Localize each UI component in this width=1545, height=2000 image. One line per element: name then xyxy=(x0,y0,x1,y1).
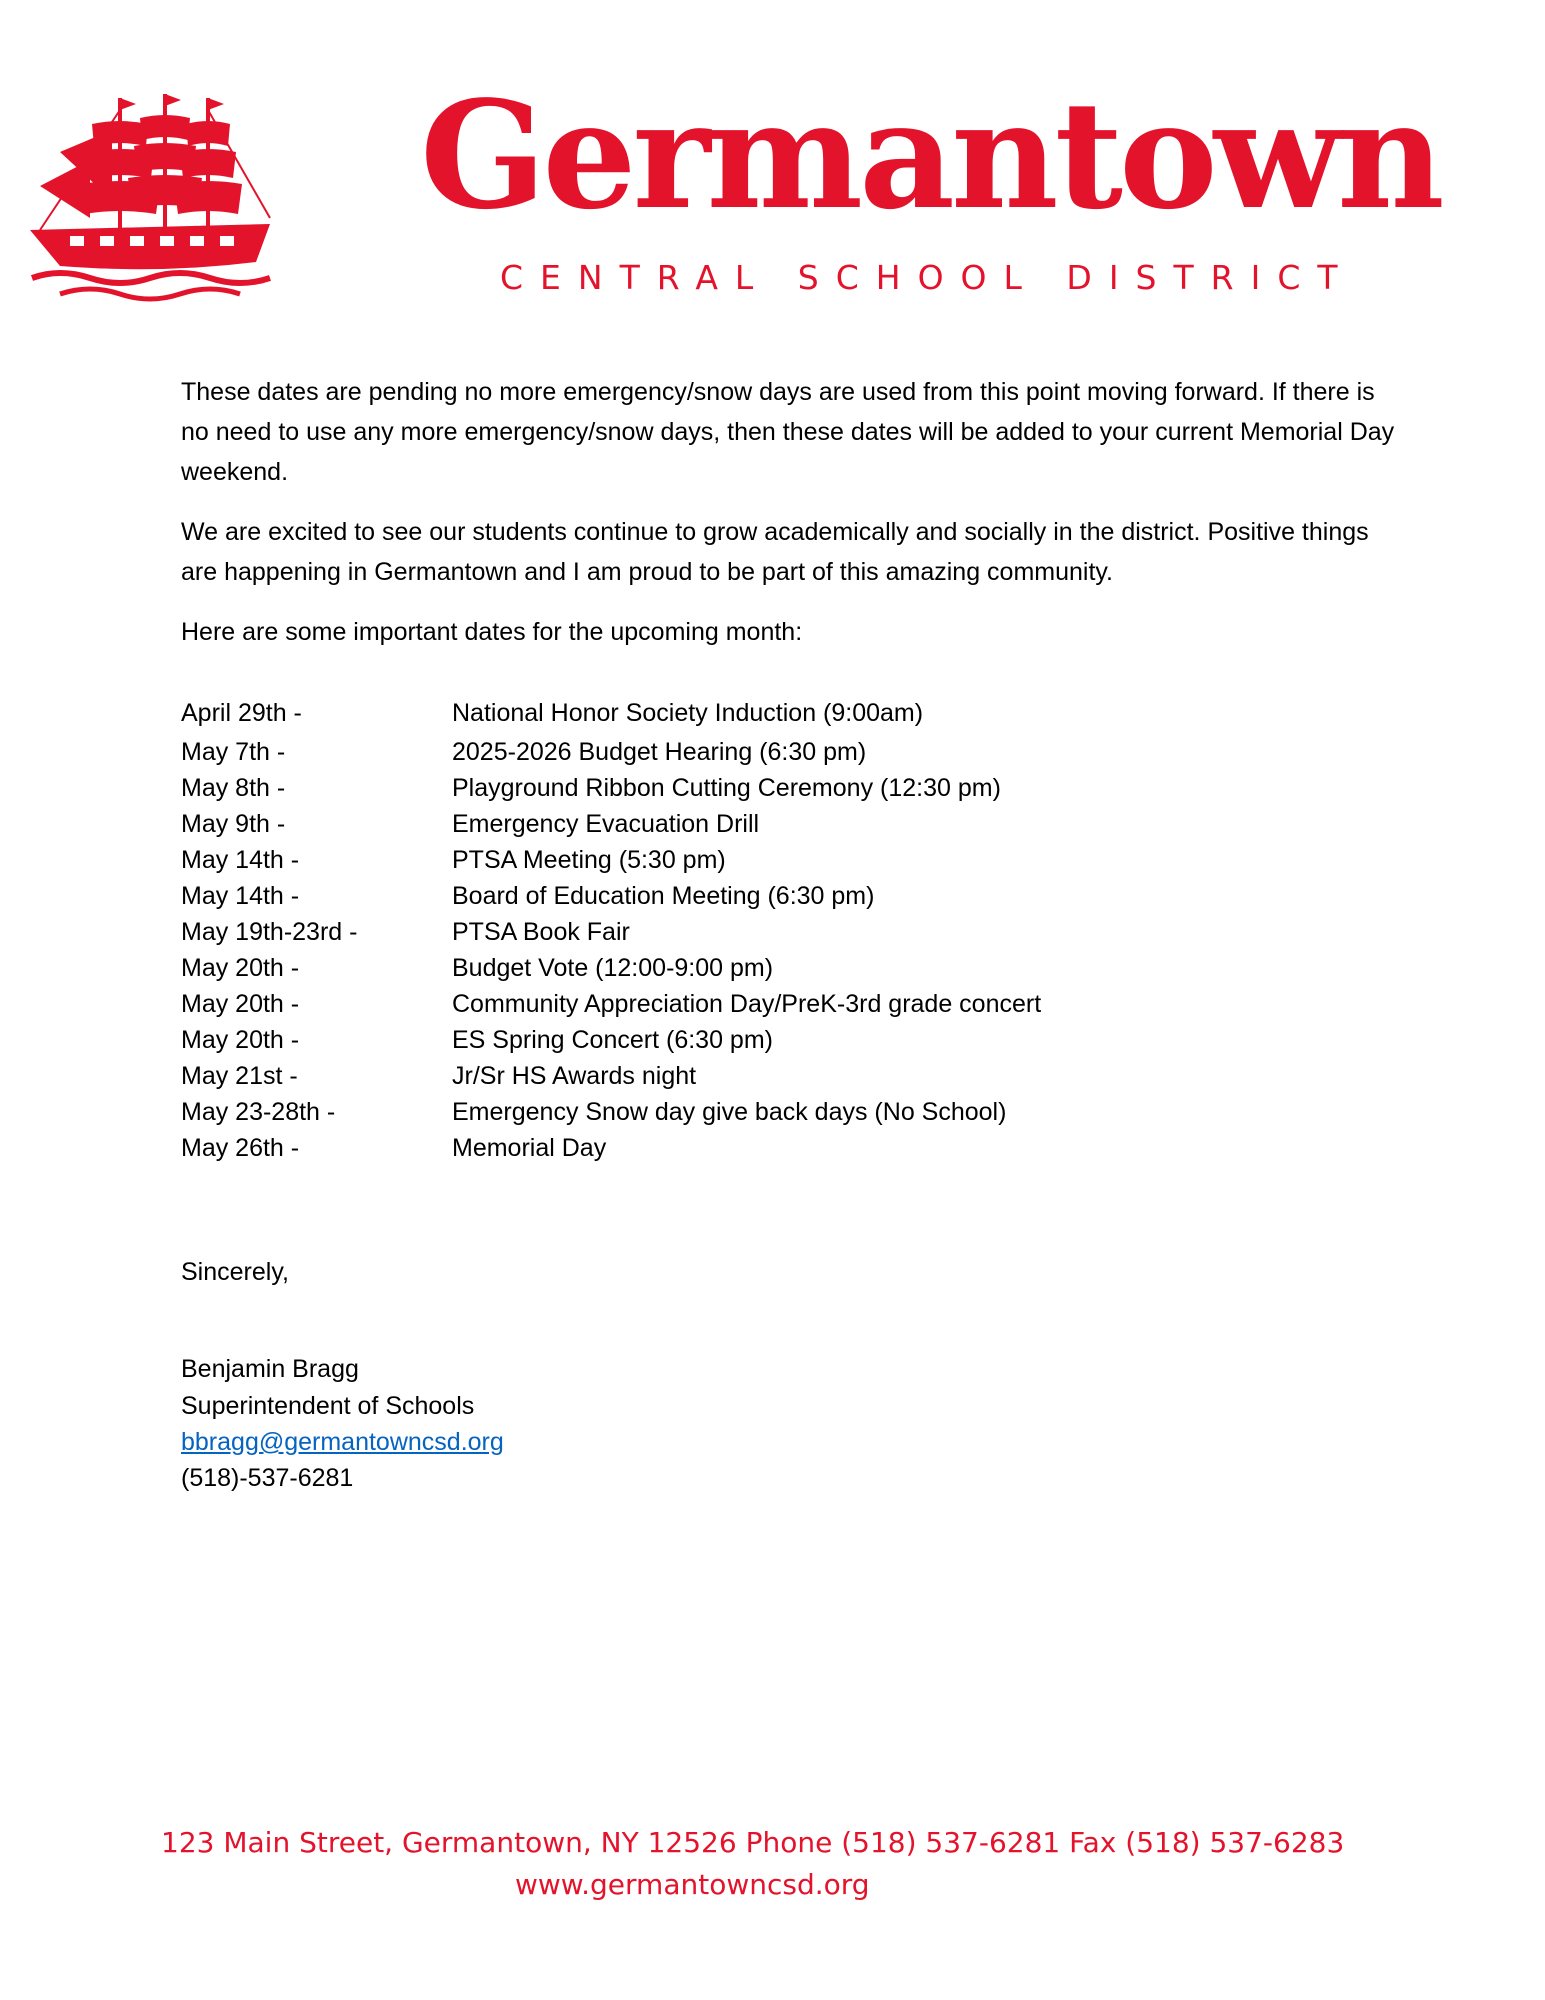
event-row xyxy=(181,1094,1401,1130)
event-row xyxy=(181,734,1401,770)
event-description: Jr/Sr HS Awards night xyxy=(452,1062,697,1090)
signature-block xyxy=(181,1350,1401,1496)
event-description: PTSA Meeting (5:30 pm) xyxy=(452,846,726,874)
event-date: May 14th - xyxy=(181,846,300,874)
letterhead xyxy=(0,0,1545,320)
event-row xyxy=(181,806,1401,842)
signer-phone: (518)-537-6281 xyxy=(181,1464,354,1492)
event-row xyxy=(181,878,1401,914)
event-date: May 23-28th - xyxy=(181,1098,336,1126)
signer-name: Benjamin Bragg xyxy=(181,1355,359,1383)
event-date: May 8th - xyxy=(181,774,286,802)
paragraph-snow-days: These dates are pending no more emergency/snow days are used from this point moving forward. If there is no need to use any more emergency/snow days, then these dates will be added to your current Memorial Day weekend. xyxy=(181,378,1395,486)
event-row xyxy=(181,842,1401,878)
event-row xyxy=(181,1058,1401,1094)
district-subtitle: CENTRAL SCHOOL DISTRICT xyxy=(500,258,1355,297)
event-row xyxy=(181,1130,1401,1166)
event-date: May 26th - xyxy=(181,1134,300,1162)
paragraph-community: We are excited to see our students continue to grow academically and socially in the district. Positive things are happening in Germantown and I am proud to be part of this amazing community. xyxy=(181,518,1369,586)
event-description: PTSA Book Fair xyxy=(452,918,630,946)
event-date: May 20th - xyxy=(181,990,300,1018)
event-description: Budget Vote (12:00-9:00 pm) xyxy=(452,954,774,982)
event-description: ES Spring Concert (6:30 pm) xyxy=(452,1026,773,1054)
event-description: Board of Education Meeting (6:30 pm) xyxy=(452,882,875,910)
event-description: 2025-2026 Budget Hearing (6:30 pm) xyxy=(452,738,867,766)
event-date: May 14th - xyxy=(181,882,300,910)
event-row xyxy=(181,986,1401,1022)
event-date: May 7th - xyxy=(181,738,286,766)
footer-website: www.germantowncsd.org xyxy=(515,1868,870,1901)
district-name: Germantown xyxy=(420,68,1441,242)
event-row xyxy=(181,1022,1401,1058)
event-row xyxy=(181,770,1401,806)
event-row xyxy=(181,914,1401,950)
event-date: May 20th - xyxy=(181,954,300,982)
signer-email-link[interactable]: bbragg@germantowncsd.org xyxy=(181,1428,504,1456)
event-date: May 21st - xyxy=(181,1062,298,1090)
event-description: Memorial Day xyxy=(452,1134,607,1162)
event-date: May 20th - xyxy=(181,1026,300,1054)
event-description: Emergency Snow day give back days (No School) xyxy=(452,1098,1007,1126)
event-description: Community Appreciation Day/PreK-3rd grade concert xyxy=(452,990,1042,1018)
event-date: April 29th - xyxy=(181,699,302,727)
event-row xyxy=(181,692,1401,734)
event-description: Emergency Evacuation Drill xyxy=(452,810,760,838)
event-date: May 19th-23rd - xyxy=(181,918,358,946)
sailing-ship-icon xyxy=(30,90,285,305)
footer-address: 123 Main Street, Germantown, NY 12526 Phone (518) 537-6281 Fax (518) 537-6283 xyxy=(161,1826,1345,1859)
events-list xyxy=(181,692,1401,1166)
closing: Sincerely, xyxy=(181,1258,289,1286)
event-row xyxy=(181,950,1401,986)
event-description: Playground Ribbon Cutting Ceremony (12:30 pm) xyxy=(452,774,1001,802)
event-date: May 9th - xyxy=(181,810,286,838)
event-description: National Honor Society Induction (9:00am) xyxy=(452,699,924,727)
letter-body xyxy=(181,372,1401,1496)
dates-intro: Here are some important dates for the upcoming month: xyxy=(181,618,803,646)
signer-title: Superintendent of Schools xyxy=(181,1392,475,1420)
